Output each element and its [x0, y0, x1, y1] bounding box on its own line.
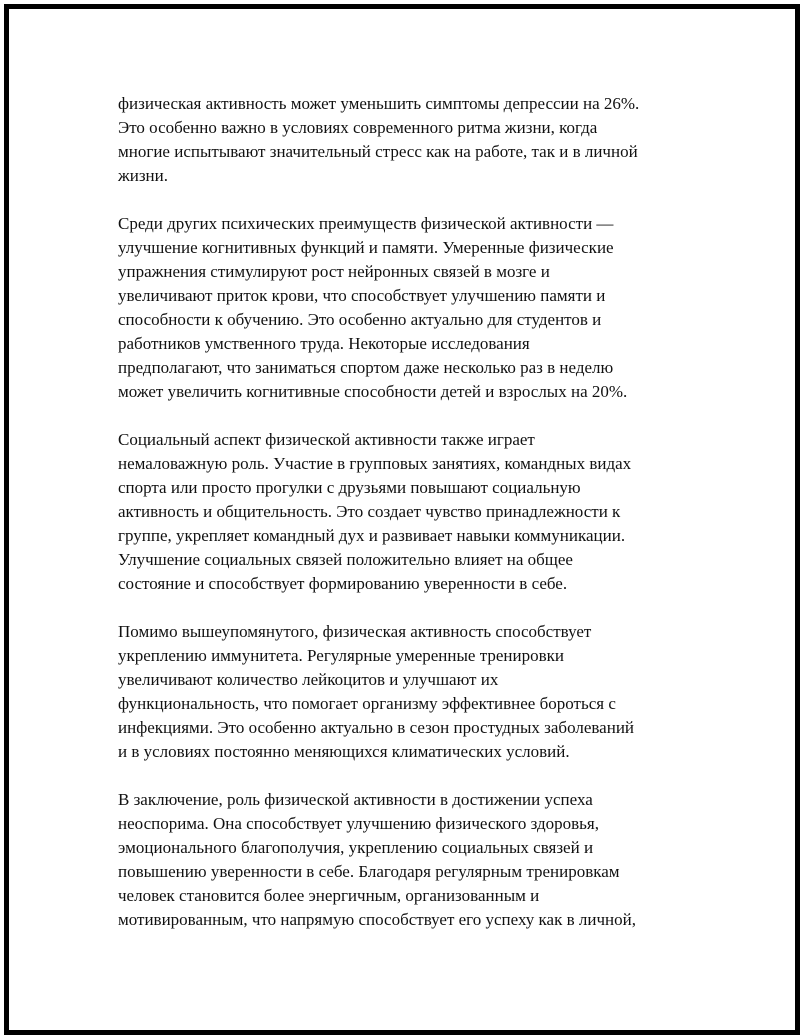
- text-line: состояние и способствует формированию уверенности в себе.: [118, 574, 568, 593]
- text-line: увеличивают приток крови, что способствует улучшению памяти и: [118, 286, 606, 305]
- text-line: Помимо вышеупомянутого, физическая активность способствует: [118, 622, 592, 641]
- text-line: неоспорима. Она способствует улучшению физического здоровья,: [118, 814, 600, 833]
- text-line: жизни.: [118, 166, 169, 185]
- text-line: Улучшение социальных связей положительно влияет на общее: [118, 550, 573, 569]
- paragraph-1: [118, 92, 688, 188]
- paragraph-5: [118, 788, 688, 932]
- text-line: предполагают, что заниматься спортом даже несколько раз в неделю: [118, 358, 614, 377]
- text-line: и в условиях постоянно меняющихся климатических условий.: [118, 742, 570, 761]
- paragraph-3: [118, 428, 688, 596]
- paragraph-4: [118, 620, 688, 764]
- text-line: физическая активность может уменьшить симптомы депрессии на 26%.: [118, 94, 640, 113]
- text-line: увеличивают количество лейкоцитов и улучшают их: [118, 670, 499, 689]
- text-line: улучшение когнитивных функций и памяти. Умеренные физические: [118, 238, 614, 257]
- text-line: Среди других психических преимуществ физической активности —: [118, 214, 614, 233]
- text-line: упражнения стимулируют рост нейронных связей в мозге и: [118, 262, 550, 281]
- text-line: человек становится более энергичным, организованным и: [118, 886, 540, 905]
- text-line: эмоционального благополучия, укреплению социальных связей и: [118, 838, 594, 857]
- text-line: немаловажную роль. Участие в групповых занятиях, командных видах: [118, 454, 632, 473]
- text-line: может увеличить когнитивные способности детей и взрослых на 20%.: [118, 382, 628, 401]
- text-line: группе, укрепляет командный дух и развивает навыки коммуникации.: [118, 526, 626, 545]
- document-body: [118, 92, 688, 956]
- text-line: спорта или просто прогулки с друзьями повышают социальную: [118, 478, 581, 497]
- text-line: мотивированным, что напрямую способствует его успеху как в личной,: [118, 910, 636, 929]
- text-line: способности к обучению. Это особенно актуально для студентов и: [118, 310, 602, 329]
- text-line: работников умственного труда. Некоторые исследования: [118, 334, 530, 353]
- text-line: Это особенно важно в условиях современного ритма жизни, когда: [118, 118, 598, 137]
- text-line: активность и общительность. Это создает чувство принадлежности к: [118, 502, 621, 521]
- text-line: повышению уверенности в себе. Благодаря регулярным тренировкам: [118, 862, 620, 881]
- text-line: Социальный аспект физической активности также играет: [118, 430, 535, 449]
- text-line: многие испытывают значительный стресс как на работе, так и в личной: [118, 142, 638, 161]
- text-line: В заключение, роль физической активности в достижении успеха: [118, 790, 593, 809]
- text-line: функциональность, что помогает организму эффективнее бороться с: [118, 694, 616, 713]
- text-line: инфекциями. Это особенно актуально в сезон простудных заболеваний: [118, 718, 635, 737]
- text-line: укреплению иммунитета. Регулярные умеренные тренировки: [118, 646, 564, 665]
- paragraph-2: [118, 212, 688, 404]
